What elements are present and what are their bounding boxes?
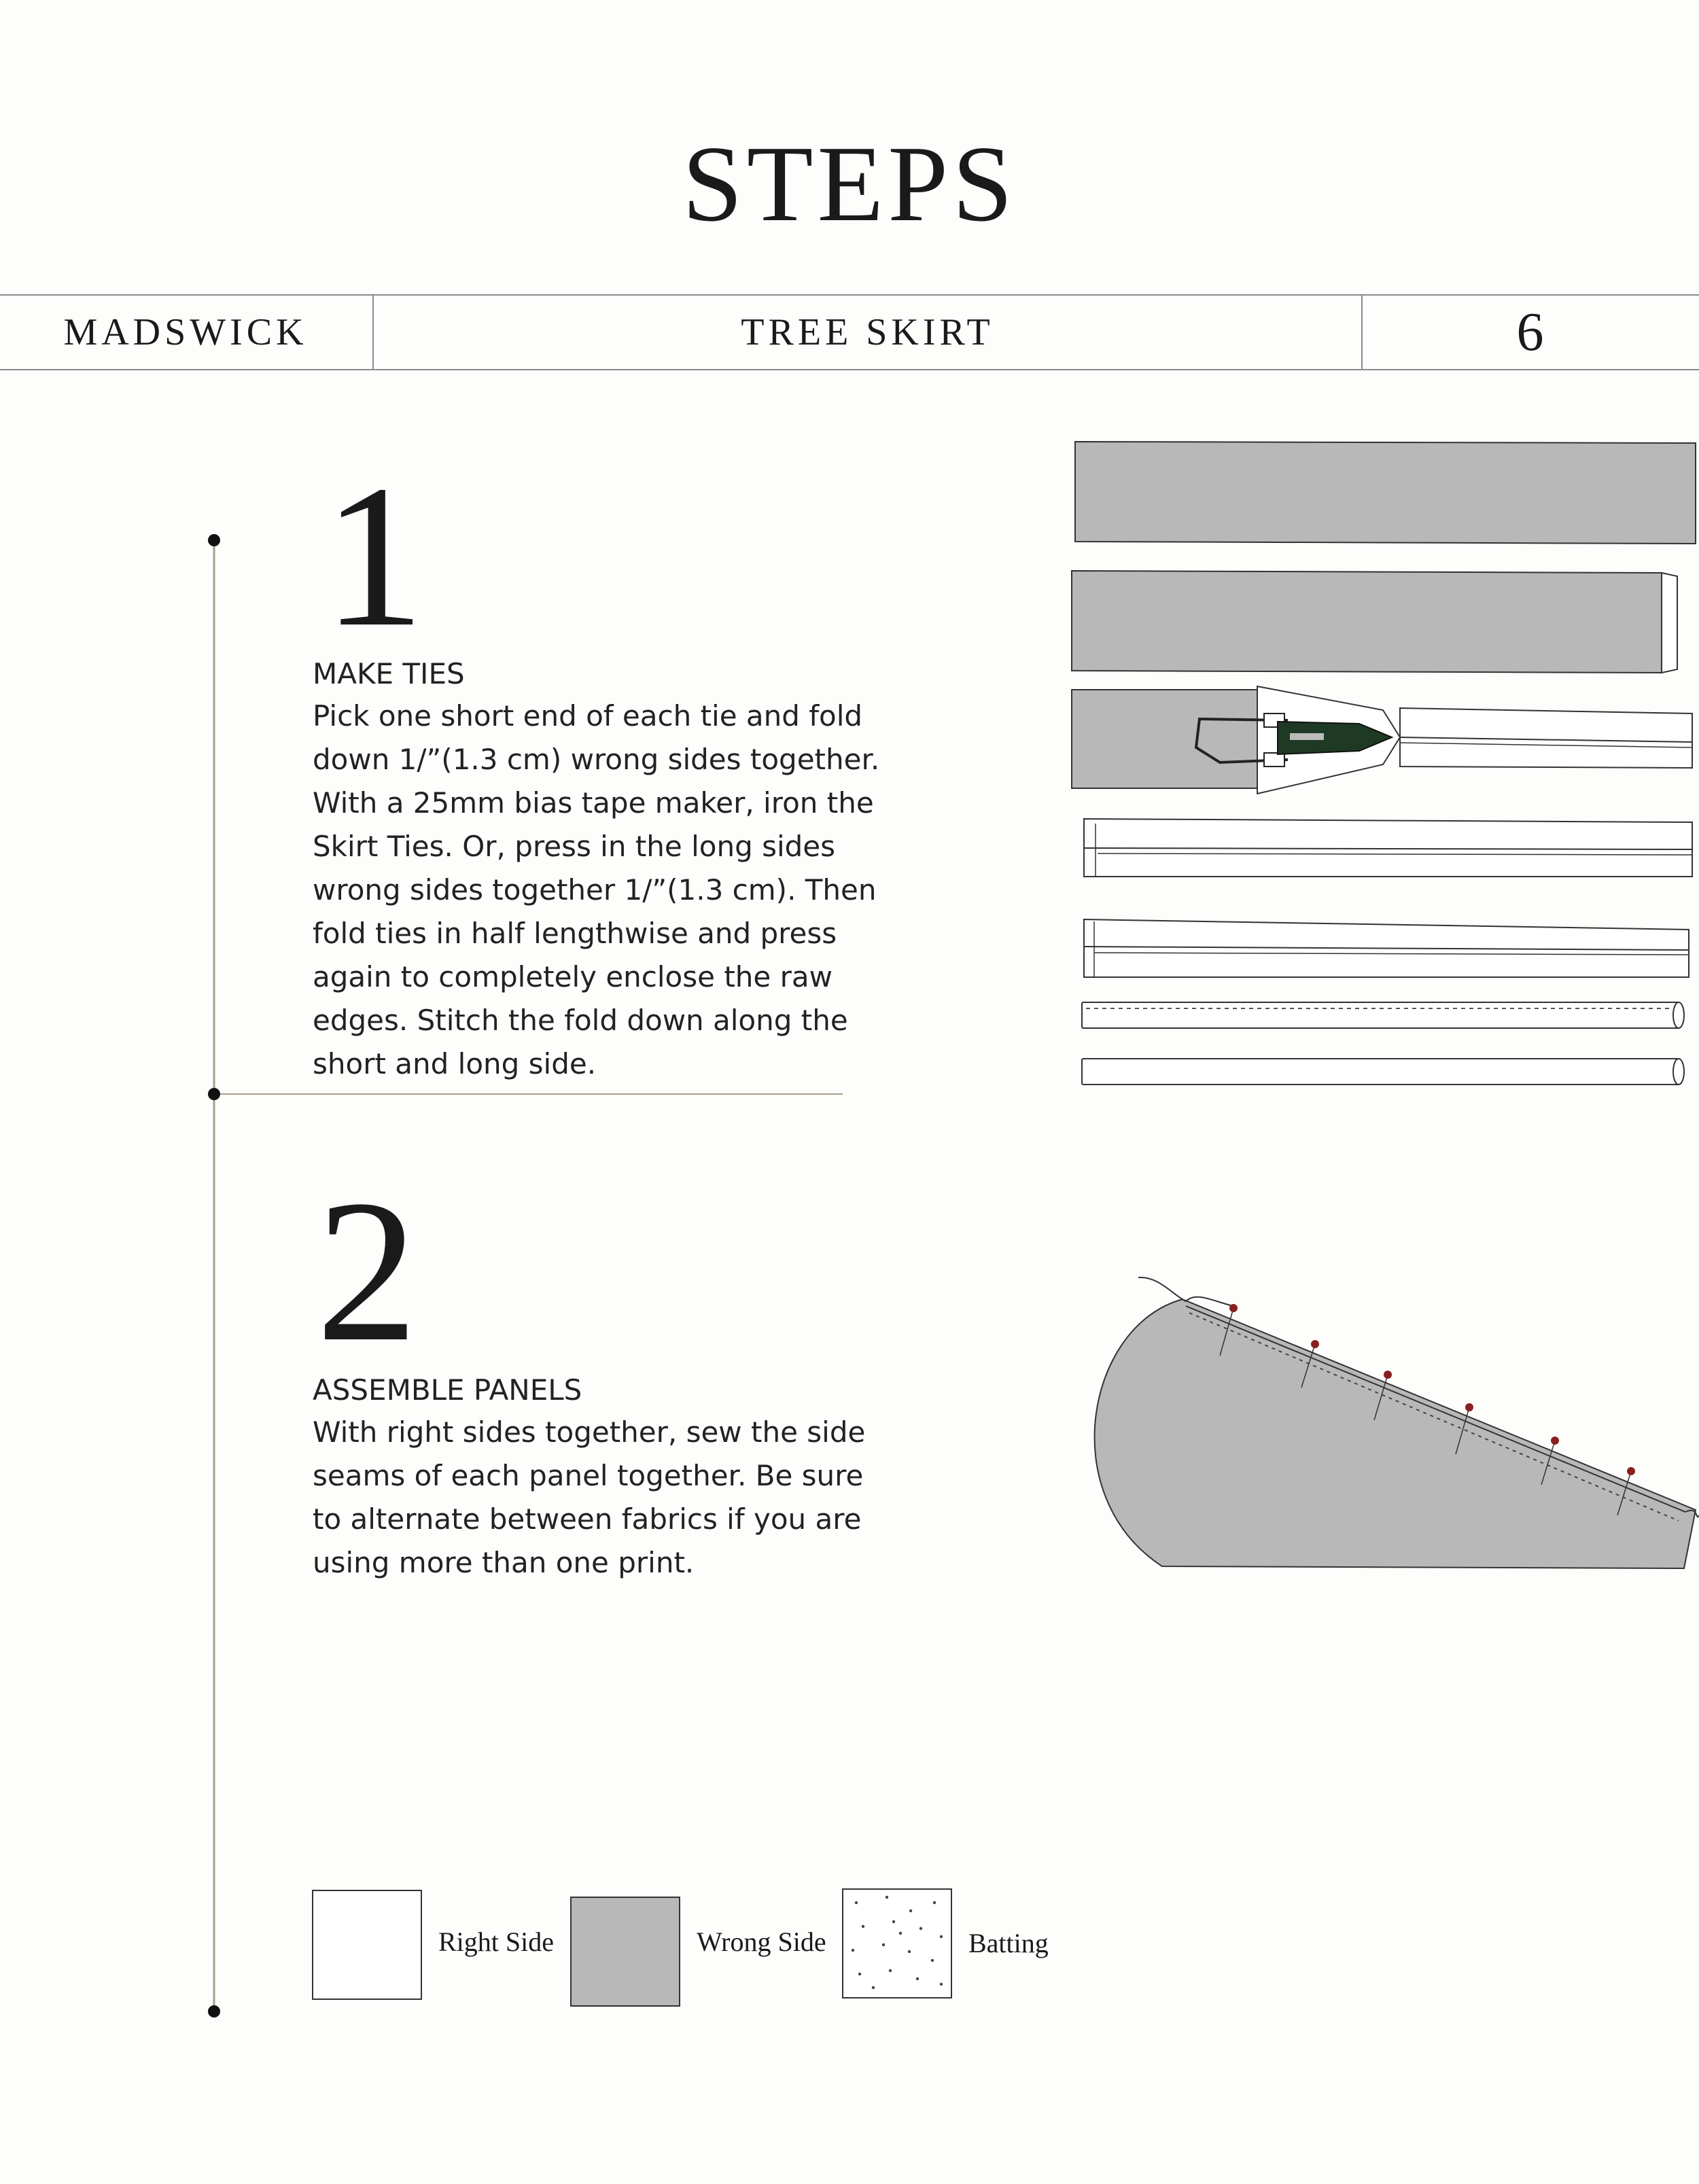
step-2-heading: ASSEMBLE PANELS	[313, 1373, 582, 1407]
timeline-dot-start	[208, 534, 220, 546]
batting-label: Batting	[968, 1928, 1049, 1958]
page-number: 6	[1516, 302, 1544, 362]
pin-head	[1627, 1467, 1635, 1475]
step-1-line: again to completely enclose the raw	[313, 960, 833, 993]
step-1-line: wrong sides together 1/”(1.3 cm). Then	[313, 873, 877, 906]
batting-swatch	[843, 1889, 951, 1998]
step-1-line: edges. Stitch the fold down along the	[313, 1004, 848, 1037]
pin-head	[1384, 1371, 1392, 1379]
step-1-instructions	[313, 694, 897, 1086]
step-1-line: down 1/”(1.3 cm) wrong sides together.	[313, 743, 880, 776]
panels-illustration	[1074, 1264, 1699, 1577]
tape-maker-clip	[1264, 753, 1284, 767]
step-1-line: With a 25mm bias tape maker, iron the	[313, 786, 874, 820]
step-1-number: 1	[323, 443, 425, 669]
ties-illustration	[1060, 435, 1699, 1101]
step-1-line: Pick one short end of each tie and fold	[313, 699, 863, 733]
step-1-line: Skirt Ties. Or, press in the long sides	[313, 830, 836, 863]
page-title: STEPS	[682, 123, 1017, 244]
tie-strip-folded-end	[1072, 571, 1662, 673]
pin-head	[1551, 1437, 1559, 1445]
folded-end	[1662, 573, 1677, 673]
step-2-line: using more than one print.	[313, 1546, 695, 1579]
step-2-line: seams of each panel together. Be sure	[313, 1459, 864, 1492]
step-2-line: to alternate between fabrics if you are	[313, 1502, 862, 1536]
pin-head	[1311, 1340, 1319, 1348]
tie-end	[1673, 1002, 1684, 1028]
step-1-line: short and long side.	[313, 1047, 597, 1080]
step-2-number: 2	[316, 1158, 418, 1384]
right-side-swatch	[313, 1890, 421, 1999]
right-side-label: Right Side	[438, 1926, 555, 1957]
wrong-side-swatch	[571, 1897, 680, 2006]
tape-maker-slot	[1290, 733, 1324, 740]
legend-swatches	[306, 1882, 958, 2018]
tie-strip-in-tape-maker	[1072, 690, 1264, 788]
step-1-line: fold ties in half lengthwise and press	[313, 917, 837, 950]
timeline-dot-middle	[208, 1088, 220, 1100]
step-2-instructions	[313, 1411, 897, 1585]
step-2-line: With right sides together, sew the side	[313, 1415, 866, 1449]
wrong-side-label: Wrong Side	[697, 1926, 826, 1957]
tie-end	[1673, 1059, 1684, 1085]
document-title: TREE SKIRT	[372, 296, 1363, 369]
timeline-dot-end	[208, 2005, 220, 2018]
stitched-tie	[1082, 1002, 1680, 1028]
tie-strip-wrong-side	[1075, 442, 1696, 544]
pin-head	[1229, 1304, 1238, 1312]
pin-head	[1465, 1403, 1473, 1411]
brand-name: MADSWICK	[63, 311, 308, 353]
thread-tail	[1138, 1278, 1233, 1306]
step-1-heading: MAKE TIES	[313, 657, 465, 690]
finished-tie	[1082, 1059, 1680, 1085]
skirt-panel	[1095, 1299, 1696, 1568]
